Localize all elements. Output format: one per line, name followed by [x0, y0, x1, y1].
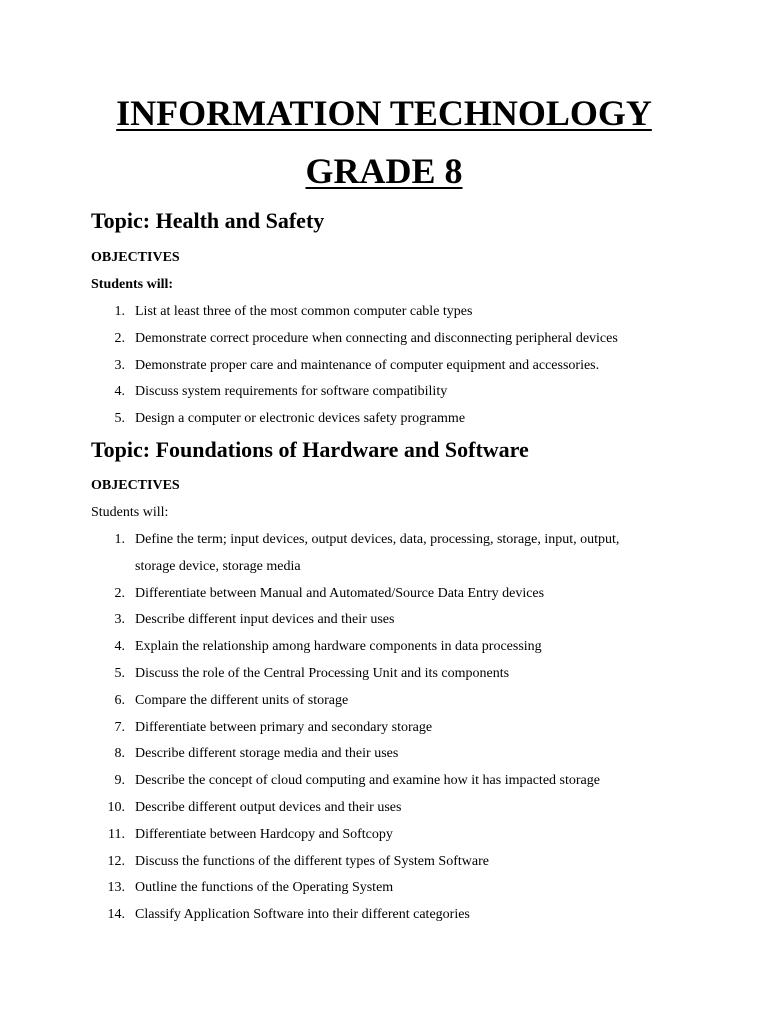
list-item-text: Discuss the role of the Central Processing Unit and its components — [135, 665, 510, 681]
list-item-text: Demonstrate correct procedure when connecting and disconnecting peripheral devices — [135, 330, 618, 346]
list-item-text: Describe different storage media and their uses — [135, 746, 399, 762]
list-item-number: 3. — [114, 612, 125, 628]
grade-heading-text: GRADE 8 — [305, 151, 463, 191]
document-title — [0, 93, 768, 133]
list-item — [0, 826, 768, 853]
students-will-label: Students will: — [91, 505, 169, 520]
list-item-number: 9. — [114, 773, 125, 789]
list-item — [0, 719, 768, 746]
list-item-text: Explain the relationship among hardware components in data processing — [135, 639, 542, 655]
list-item-number: 13. — [107, 880, 125, 896]
list-item — [0, 357, 768, 384]
objectives-list-health-safety — [0, 303, 768, 437]
list-item-number: 1. — [114, 532, 125, 547]
list-item-number: 5. — [114, 665, 125, 681]
list-item-text: Demonstrate proper care and maintenance of computer equipment and accessories. — [135, 357, 600, 373]
list-item-text: Differentiate between Hardcopy and Softcopy — [135, 826, 393, 842]
list-item-number: 5. — [114, 411, 125, 427]
list-item-text: Differentiate between Manual and Automated/Source Data Entry devices — [135, 585, 545, 601]
list-item — [0, 772, 768, 799]
list-item — [0, 638, 768, 665]
list-item-number: 2. — [114, 585, 125, 601]
list-item — [0, 799, 768, 826]
grade-heading — [0, 151, 768, 191]
topic-heading-hardware-software: Topic: Foundations of Hardware and Software — [91, 437, 529, 462]
list-item-text: Differentiate between primary and secondary storage — [135, 719, 433, 735]
list-item-number: 10. — [107, 799, 125, 815]
list-item-number: 3. — [114, 357, 125, 373]
list-item — [0, 330, 768, 357]
list-item-text: Compare the different units of storage — [135, 692, 349, 708]
objectives-label: OBJECTIVES — [91, 250, 180, 265]
list-item — [0, 665, 768, 692]
list-item — [0, 531, 768, 585]
list-item-number: 2. — [114, 330, 125, 346]
list-item-text: Describe different input devices and their uses — [135, 612, 395, 628]
list-item-number: 11. — [108, 826, 125, 842]
objectives-label: OBJECTIVES — [91, 478, 180, 493]
list-item-text: Describe the concept of cloud computing and examine how it has impacted storage — [135, 773, 600, 789]
list-item-text: Define the term; input devices, output devices, data, processing, storage, input, output, — [135, 532, 620, 547]
list-item-text: Discuss system requirements for software compatibility — [135, 384, 448, 400]
list-item-text: Classify Application Software into their different categories — [135, 907, 470, 923]
list-item-text: List at least three of the most common computer cable types — [135, 304, 473, 319]
list-item-text-continued: storage device, storage media — [135, 558, 301, 574]
list-item — [0, 303, 768, 330]
list-item-number: 12. — [107, 853, 125, 869]
objectives-list-hardware-software — [0, 531, 768, 933]
list-item — [0, 410, 768, 437]
document-title-text: INFORMATION TECHNOLOGY — [116, 93, 652, 133]
list-item-number: 4. — [114, 639, 125, 655]
list-item — [0, 692, 768, 719]
list-item — [0, 383, 768, 410]
list-item — [0, 611, 768, 638]
list-item-text: Discuss the functions of the different types of System Software — [135, 853, 489, 869]
list-item-number: 14. — [107, 907, 125, 923]
list-item-number: 1. — [114, 304, 125, 319]
list-item-text: Design a computer or electronic devices safety programme — [135, 411, 466, 427]
list-item — [0, 745, 768, 772]
students-will-label: Students will: — [91, 277, 174, 292]
list-item — [0, 879, 768, 906]
list-item-text: Outline the functions of the Operating System — [135, 880, 394, 896]
list-item-number: 7. — [114, 719, 125, 735]
list-item-text: Describe different output devices and their uses — [135, 799, 402, 815]
list-item-number: 8. — [114, 746, 125, 762]
list-item — [0, 853, 768, 880]
list-item-number: 4. — [114, 384, 125, 400]
list-item — [0, 906, 768, 933]
list-item-number: 6. — [114, 692, 125, 708]
topic-heading-health-safety: Topic: Health and Safety — [91, 208, 325, 233]
list-item — [0, 585, 768, 612]
